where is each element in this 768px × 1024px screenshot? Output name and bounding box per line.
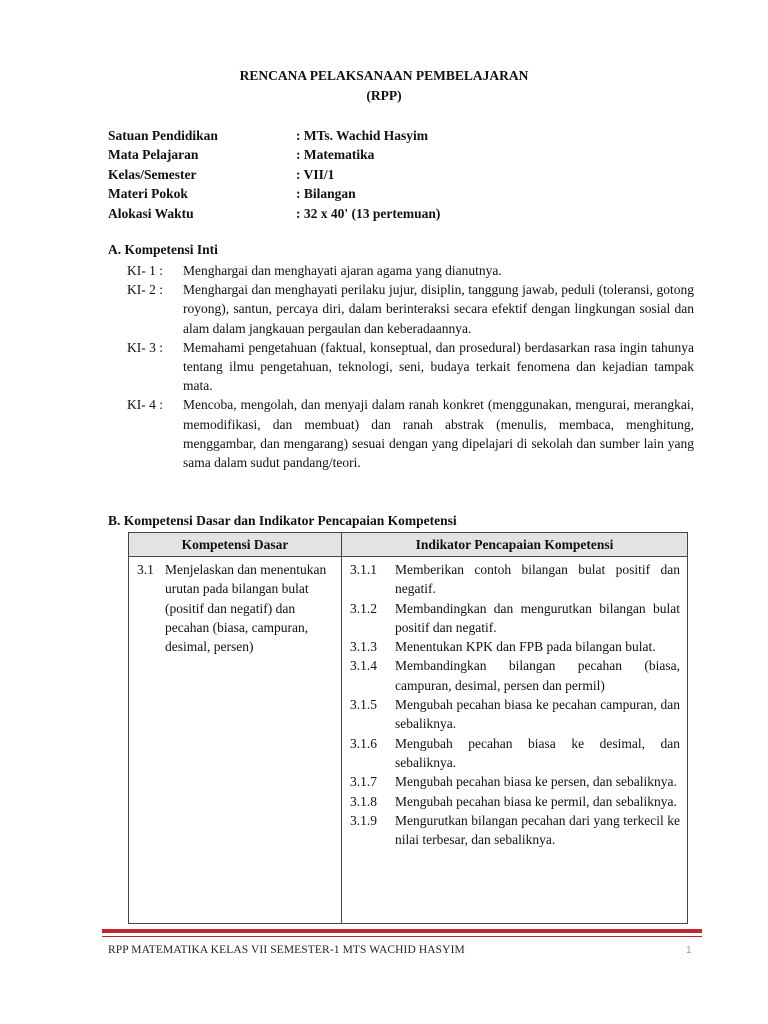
identity-value: : Matematika — [296, 147, 375, 163]
ki-text: Memahami pengetahuan (faktual, konseptual, dan prosedural) berdasarkan rasa ingin tahunya tentang ilmu pengetahuan, teknologi, seni, budaya terkait fenomena dan kejadian tampak mata. — [183, 339, 694, 394]
indicator-item — [350, 637, 680, 656]
ki-code: KI- 4 : — [127, 397, 163, 413]
kompetensi-dasar-table — [128, 532, 688, 924]
indicator-text: Mengurutkan bilangan pecahan dari yang terkecil ke nilai terbesar, dan sebaliknya. — [395, 812, 680, 848]
table-header-indikator: Indikator Pencapaian Kompetensi — [342, 533, 688, 557]
ki-code: KI- 3 : — [127, 339, 163, 355]
ki-item — [127, 338, 694, 396]
indicator-text: Memberikan contoh bilangan bulat positif dan negatif. — [395, 562, 680, 597]
identity-row — [108, 126, 440, 145]
indicator-text: Membandingkan bilangan pecahan (biasa, campuran, desimal, persen dan permil) — [395, 658, 680, 693]
footer-text: RPP MATEMATIKA KELAS VII SEMESTER-1 MTS WACHID HASYIM — [108, 944, 465, 956]
indicator-text: Mengubah pecahan biasa ke pecahan campuran, dan sebaliknya. — [395, 697, 680, 732]
identity-block — [108, 126, 440, 223]
section-a-heading: A. Kompetensi Inti — [108, 242, 218, 257]
footer-divider-thin — [102, 936, 702, 937]
table-header-kd: Kompetensi Dasar — [129, 533, 342, 557]
indicator-number: 3.1.6 — [350, 735, 377, 751]
indicator-item — [350, 811, 680, 850]
ki-text: Menghargai dan menghayati perilaku jujur, disiplin, tanggung jawab, peduli (toleransi, gotong royong), santun, percaya diri, dalam berinteraksi secara efektif dengan lingkungan sosial dan alam dalam jangkauan pergaulan dan keberadaannya. — [183, 282, 694, 336]
identity-label: Mata Pelajaran — [108, 147, 199, 163]
kd-number: 3.1 — [137, 562, 154, 577]
ki-item — [127, 280, 694, 338]
identity-label: Kelas/Semester — [108, 166, 197, 182]
identity-value: : Bilangan — [296, 186, 356, 202]
kd-cell — [129, 557, 342, 924]
identity-label: Satuan Pendidikan — [108, 128, 218, 143]
indicator-number: 3.1.9 — [350, 812, 377, 828]
identity-row — [108, 184, 440, 203]
indicator-item — [350, 734, 680, 773]
identity-label: Materi Pokok — [108, 186, 188, 202]
indicator-number: 3.1.1 — [350, 562, 377, 577]
ki-item — [127, 261, 694, 280]
indicator-item — [350, 560, 680, 599]
identity-row — [108, 204, 440, 223]
page-number: 1 — [686, 945, 692, 956]
indicator-number: 3.1.5 — [350, 697, 377, 713]
indicator-item — [350, 695, 680, 734]
indicator-number: 3.1.4 — [350, 658, 377, 674]
indicator-number: 3.1.2 — [350, 600, 377, 616]
document-subtitle: (RPP) — [366, 88, 402, 103]
identity-row — [108, 165, 440, 184]
ki-code: KI- 2 : — [127, 282, 163, 298]
indicator-text: Mengubah pecahan biasa ke desimal, dan sebaliknya. — [395, 735, 680, 770]
indicator-item — [350, 599, 680, 638]
ki-text: Menghargai dan menghayati ajaran agama yang dianutnya. — [183, 263, 502, 278]
section-b-heading: B. Kompetensi Dasar dan Indikator Pencapaian Kompetensi — [108, 513, 457, 528]
table-row — [129, 557, 688, 924]
identity-value: : 32 x 40' (13 pertemuan) — [296, 205, 441, 221]
ki-item — [127, 395, 694, 472]
identity-value: : VII/1 — [296, 166, 335, 182]
identity-value: : MTs. Wachid Hasyim — [296, 128, 429, 143]
indikator-cell — [342, 557, 688, 924]
document-title: RENCANA PELAKSANAAN PEMBELAJARAN — [239, 68, 529, 83]
indicator-text: Mengubah pecahan biasa ke persen, dan sebaliknya. — [395, 774, 677, 790]
ki-text: Mencoba, mengolah, dan menyaji dalam ranah konkret (menggunakan, mengurai, merangkai, memodifikasi, dan membuat) dan ranah abstrak (menulis, membaca, menghitung, menggambar, dan mengarang) sesuai dengan yang dipelajari di sekolah dan sumber lain yang sama dalam sudut pandang/teori. — [183, 397, 694, 471]
footer-divider — [102, 929, 702, 933]
indicator-item — [350, 656, 680, 695]
indicator-number: 3.1.3 — [350, 639, 377, 655]
indicator-item — [350, 792, 680, 811]
identity-row — [108, 145, 440, 164]
indicator-text: Menentukan KPK dan FPB pada bilangan bulat. — [395, 639, 656, 655]
indicator-number: 3.1.7 — [350, 774, 377, 790]
indicator-item — [350, 772, 680, 791]
kompetensi-inti-list — [127, 261, 694, 472]
indicator-text: Membandingkan dan mengurutkan bilangan bulat positif dan negatif. — [395, 600, 680, 635]
identity-label: Alokasi Waktu — [108, 205, 194, 221]
ki-code: KI- 1 : — [127, 263, 163, 278]
indicator-text: Mengubah pecahan biasa ke permil, dan sebaliknya. — [395, 793, 677, 809]
indicator-number: 3.1.8 — [350, 793, 377, 809]
kd-text: Menjelaskan dan menentukan urutan pada bilangan bulat (positif dan negatif) dan pecahan (biasa, campuran, desimal, persen) — [165, 562, 327, 655]
